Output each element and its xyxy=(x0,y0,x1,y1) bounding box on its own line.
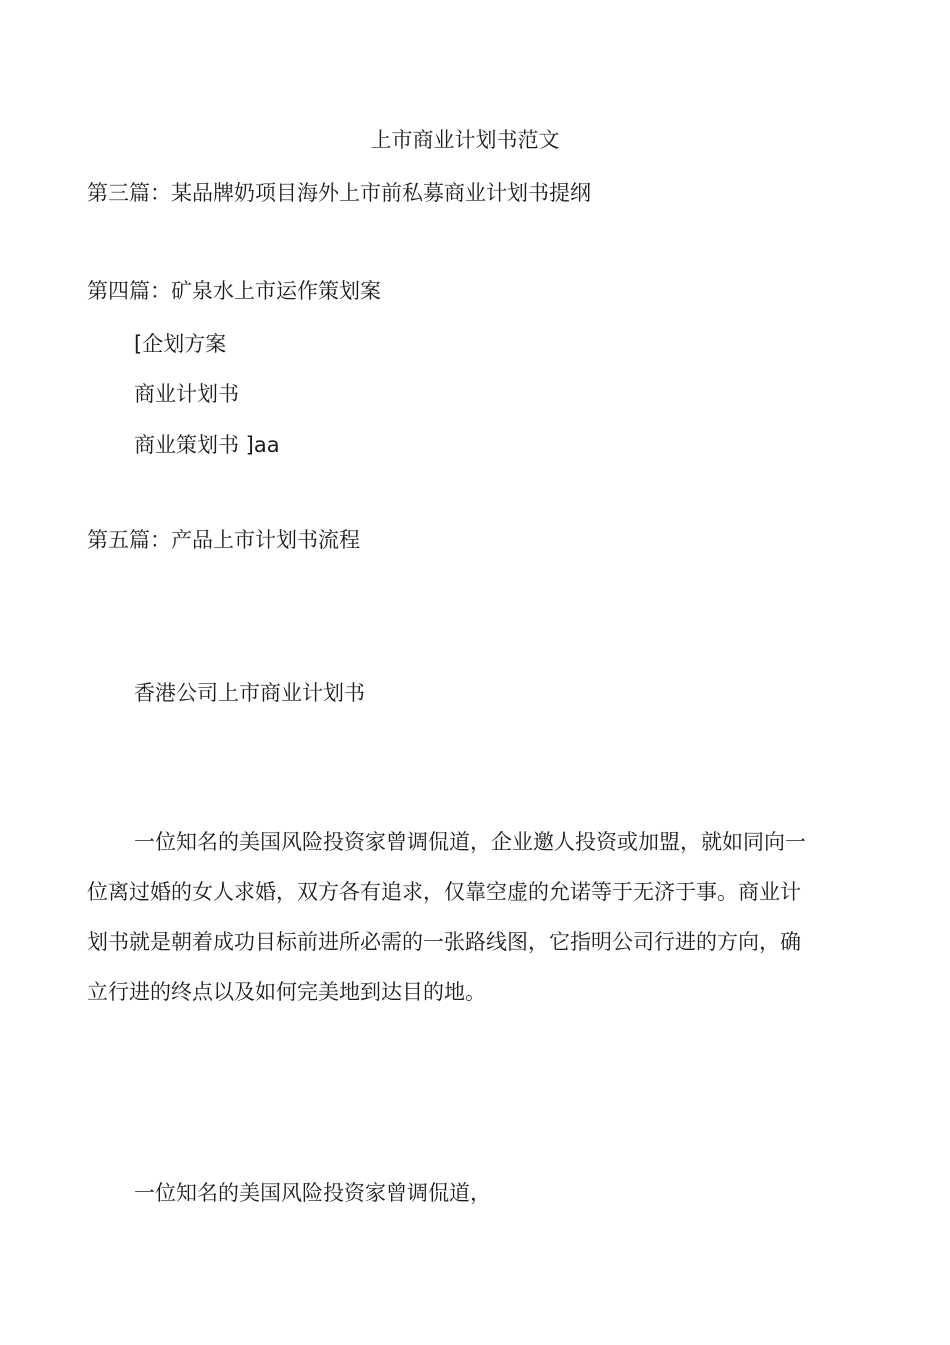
body-paragraph-fragment: 一位知名的美国风险投资家曾调侃道， xyxy=(134,1181,491,1205)
chapter-4-item: 商业策划书 ]aa xyxy=(134,433,280,457)
chapter-4-heading: 第四篇：矿泉水上市运作策划案 xyxy=(87,279,381,303)
chapter-5-heading: 第五篇：产品上市计划书流程 xyxy=(87,528,360,552)
chapter-4-item: 商业计划书 xyxy=(134,382,239,406)
body-paragraph: 一位知名的美国风险投资家曾调侃道，企业邀人投资或加盟，就如同向一位离过婚的女人求婚，双方各有追求，仅靠空虚的允诺等于无济于事。商业计划书就是朝着成功目标前进所必需的一张路线图，它指明公司行进的方向，确立行进的终点以及如何完美地到达目的地。 xyxy=(87,830,806,1004)
chapter-3-heading: 第三篇：某品牌奶项目海外上市前私募商业计划书提纲 xyxy=(87,181,591,205)
document-title: 上市商业计划书范文 xyxy=(370,128,560,152)
chapter-4-item: [企划方案 xyxy=(134,332,227,356)
section-title: 香港公司上市商业计划书 xyxy=(134,681,365,705)
